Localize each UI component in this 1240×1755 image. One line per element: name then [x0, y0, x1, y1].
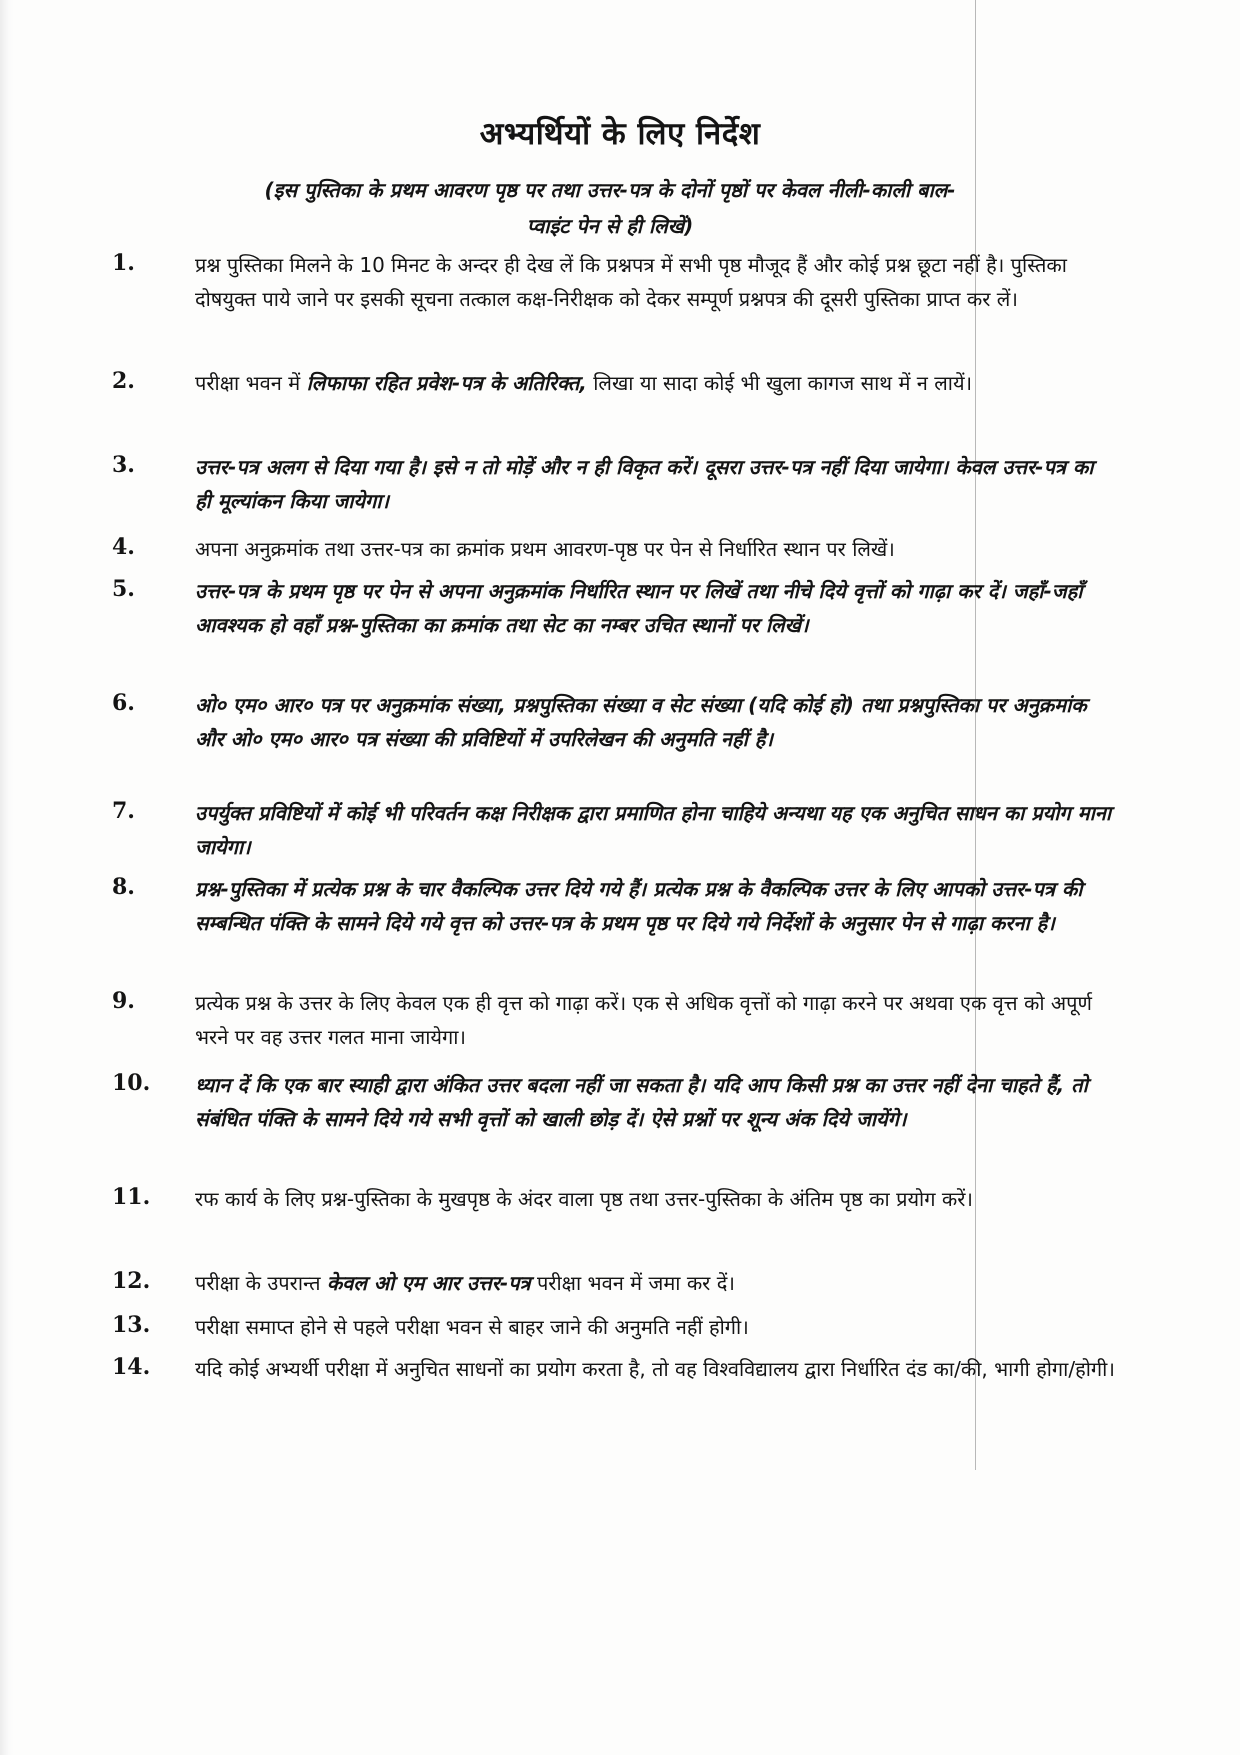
- instruction-number: 5.: [112, 576, 135, 602]
- instruction-text-emphasis: लिफाफा रहित प्रवेश-पत्र के अतिरिक्त,: [306, 371, 587, 395]
- instruction-number: 4.: [112, 534, 135, 560]
- instruction-text: ओ० एम० आर० पत्र पर अनुक्रमांक संख्या, प्रश्नपुस्तिका संख्या व सेट संख्या (यदि कोई हो) तथा प्रश्नपुस्तिका पर अनुक्रमांक और ओ० एम० आर० पत्र संख्या की प्रविष्टियों में उपरिलेखन की अनुमति नहीं है।: [195, 693, 1087, 751]
- instruction-text: यदि कोई अभ्यर्थी परीक्षा में अनुचित साधनों का प्रयोग करता है, तो वह विश्वविद्यालय द्वारा निर्धारित दंड का/की, भागी होगा/होगी।: [195, 1357, 1115, 1381]
- instruction-text: उत्तर-पत्र के प्रथम पृष्ठ पर पेन से अपना अनुक्रमांक निर्धारित स्थान पर लिखें तथा नीचे दिये वृत्तों को गाढ़ा कर दें। जहाँ-जहाँ आवश्यक हो वहाँ प्रश्न-पुस्तिका का क्रमांक तथा सेट का नम्बर उचित स्थानों पर लिखें।: [195, 579, 1083, 637]
- instruction-number: 8.: [112, 874, 135, 900]
- instruction-text: [195, 366, 1115, 400]
- instruction-text: प्रत्येक प्रश्न के उत्तर के लिए केवल एक ही वृत्त को गाढ़ा करें। एक से अधिक वृत्तों को गाढ़ा करने पर अथवा एक वृत्त को अपूर्ण भरने पर वह उत्तर गलत माना जायेगा।: [195, 991, 1092, 1049]
- instruction-text: अपना अनुक्रमांक तथा उत्तर-पत्र का क्रमांक प्रथम आवरण-पृष्ठ पर पेन से निर्धारित स्थान पर लिखें।: [195, 537, 895, 561]
- instruction-number: 2.: [112, 368, 135, 394]
- instruction-number: 14.: [112, 1354, 151, 1380]
- instruction-number: 3.: [112, 452, 135, 478]
- instruction-text: ध्यान दें कि एक बार स्याही द्वारा अंकित उत्तर बदला नहीं जा सकता है। यदि आप किसी प्रश्न का उत्तर नहीं देना चाहते हैं, तो संबंधित पंक्ति के सामने दिये गये सभी वृत्तों को खाली छोड़ दें। ऐसे प्रश्नों पर शून्य अंक दिये जायेंगे।: [195, 1073, 1088, 1131]
- instruction-number: 13.: [112, 1312, 151, 1338]
- instruction-text: उत्तर-पत्र अलग से दिया गया है। इसे न तो मोड़ें और न ही विकृत करें। दूसरा उत्तर-पत्र नहीं दिया जायेगा। केवल उत्तर-पत्र का ही मूल्यांकन किया जायेगा।: [195, 455, 1094, 513]
- instruction-text: प्रश्न-पुस्तिका में प्रत्येक प्रश्न के चार वैकल्पिक उत्तर दिये गये हैं। प्रत्येक प्रश्न के वैकल्पिक उत्तर के लिए आपको उत्तर-पत्र की सम्बन्धित पंक्ति के सामने दिये गये वृत्त को उत्तर-पत्र के प्रथम पृष्ठ पर दिये गये निर्देशों के अनुसार पेन से गाढ़ा करना है।: [195, 877, 1083, 935]
- instruction-text: [195, 1266, 1115, 1300]
- instruction-number: 9.: [112, 988, 135, 1014]
- instruction-text: उपर्युक्त प्रविष्टियों में कोई भी परिवर्तन कक्ष निरीक्षक द्वारा प्रमाणित होना चाहिये अन्यथा यह एक अनुचित साधन का प्रयोग माना जायेगा।: [195, 801, 1112, 859]
- instruction-number: 10.: [112, 1070, 151, 1096]
- instruction-text-after: परीक्षा भवन में जमा कर दें।: [536, 1271, 735, 1295]
- instruction-text-after: लिखा या सादा कोई भी खुला कागज साथ में न लायें।: [593, 371, 973, 395]
- instruction-number: 6.: [112, 690, 135, 716]
- instruction-number: 7.: [112, 798, 135, 824]
- instruction-text-before: परीक्षा के उपरान्त: [195, 1271, 321, 1295]
- page-subtitle: (इस पुस्तिका के प्रथम आवरण पृष्ठ पर तथा उत्तर-पत्र के दोनों पृष्ठों पर केवल नीली-काली बाल-प्वाइंट पेन से ही लिखें): [264, 178, 956, 238]
- instruction-number: 11.: [112, 1184, 151, 1210]
- instruction-text: प्रश्न पुस्तिका मिलने के 10 मिनट के अन्दर ही देख लें कि प्रश्नपत्र में सभी पृष्ठ मौजूद हैं और कोई प्रश्न छूटा नहीं है। पुस्तिका दोषयुक्त पाये जाने पर इसकी सूचना तत्काल कक्ष-निरीक्षक को देकर सम्पूर्ण प्रश्नपत्र की दूसरी पुस्तिका प्राप्त कर लें।: [195, 253, 1067, 311]
- instruction-text: रफ कार्य के लिए प्रश्न-पुस्तिका के मुखपृष्ठ के अंदर वाला पृष्ठ तथा उत्तर-पुस्तिका के अंतिम पृष्ठ का प्रयोग करें।: [195, 1187, 973, 1211]
- instruction-text-before: परीक्षा भवन में: [195, 371, 301, 395]
- instruction-text: परीक्षा समाप्त होने से पहले परीक्षा भवन से बाहर जाने की अनुमति नहीं होगी।: [195, 1315, 749, 1339]
- instruction-number: 12.: [112, 1268, 151, 1294]
- page-title: अभ्यर्थियों के लिए निर्देश: [479, 116, 761, 152]
- instruction-number: 1.: [112, 250, 135, 276]
- instruction-text-emphasis: केवल ओ एम आर उत्तर-पत्र: [326, 1271, 531, 1295]
